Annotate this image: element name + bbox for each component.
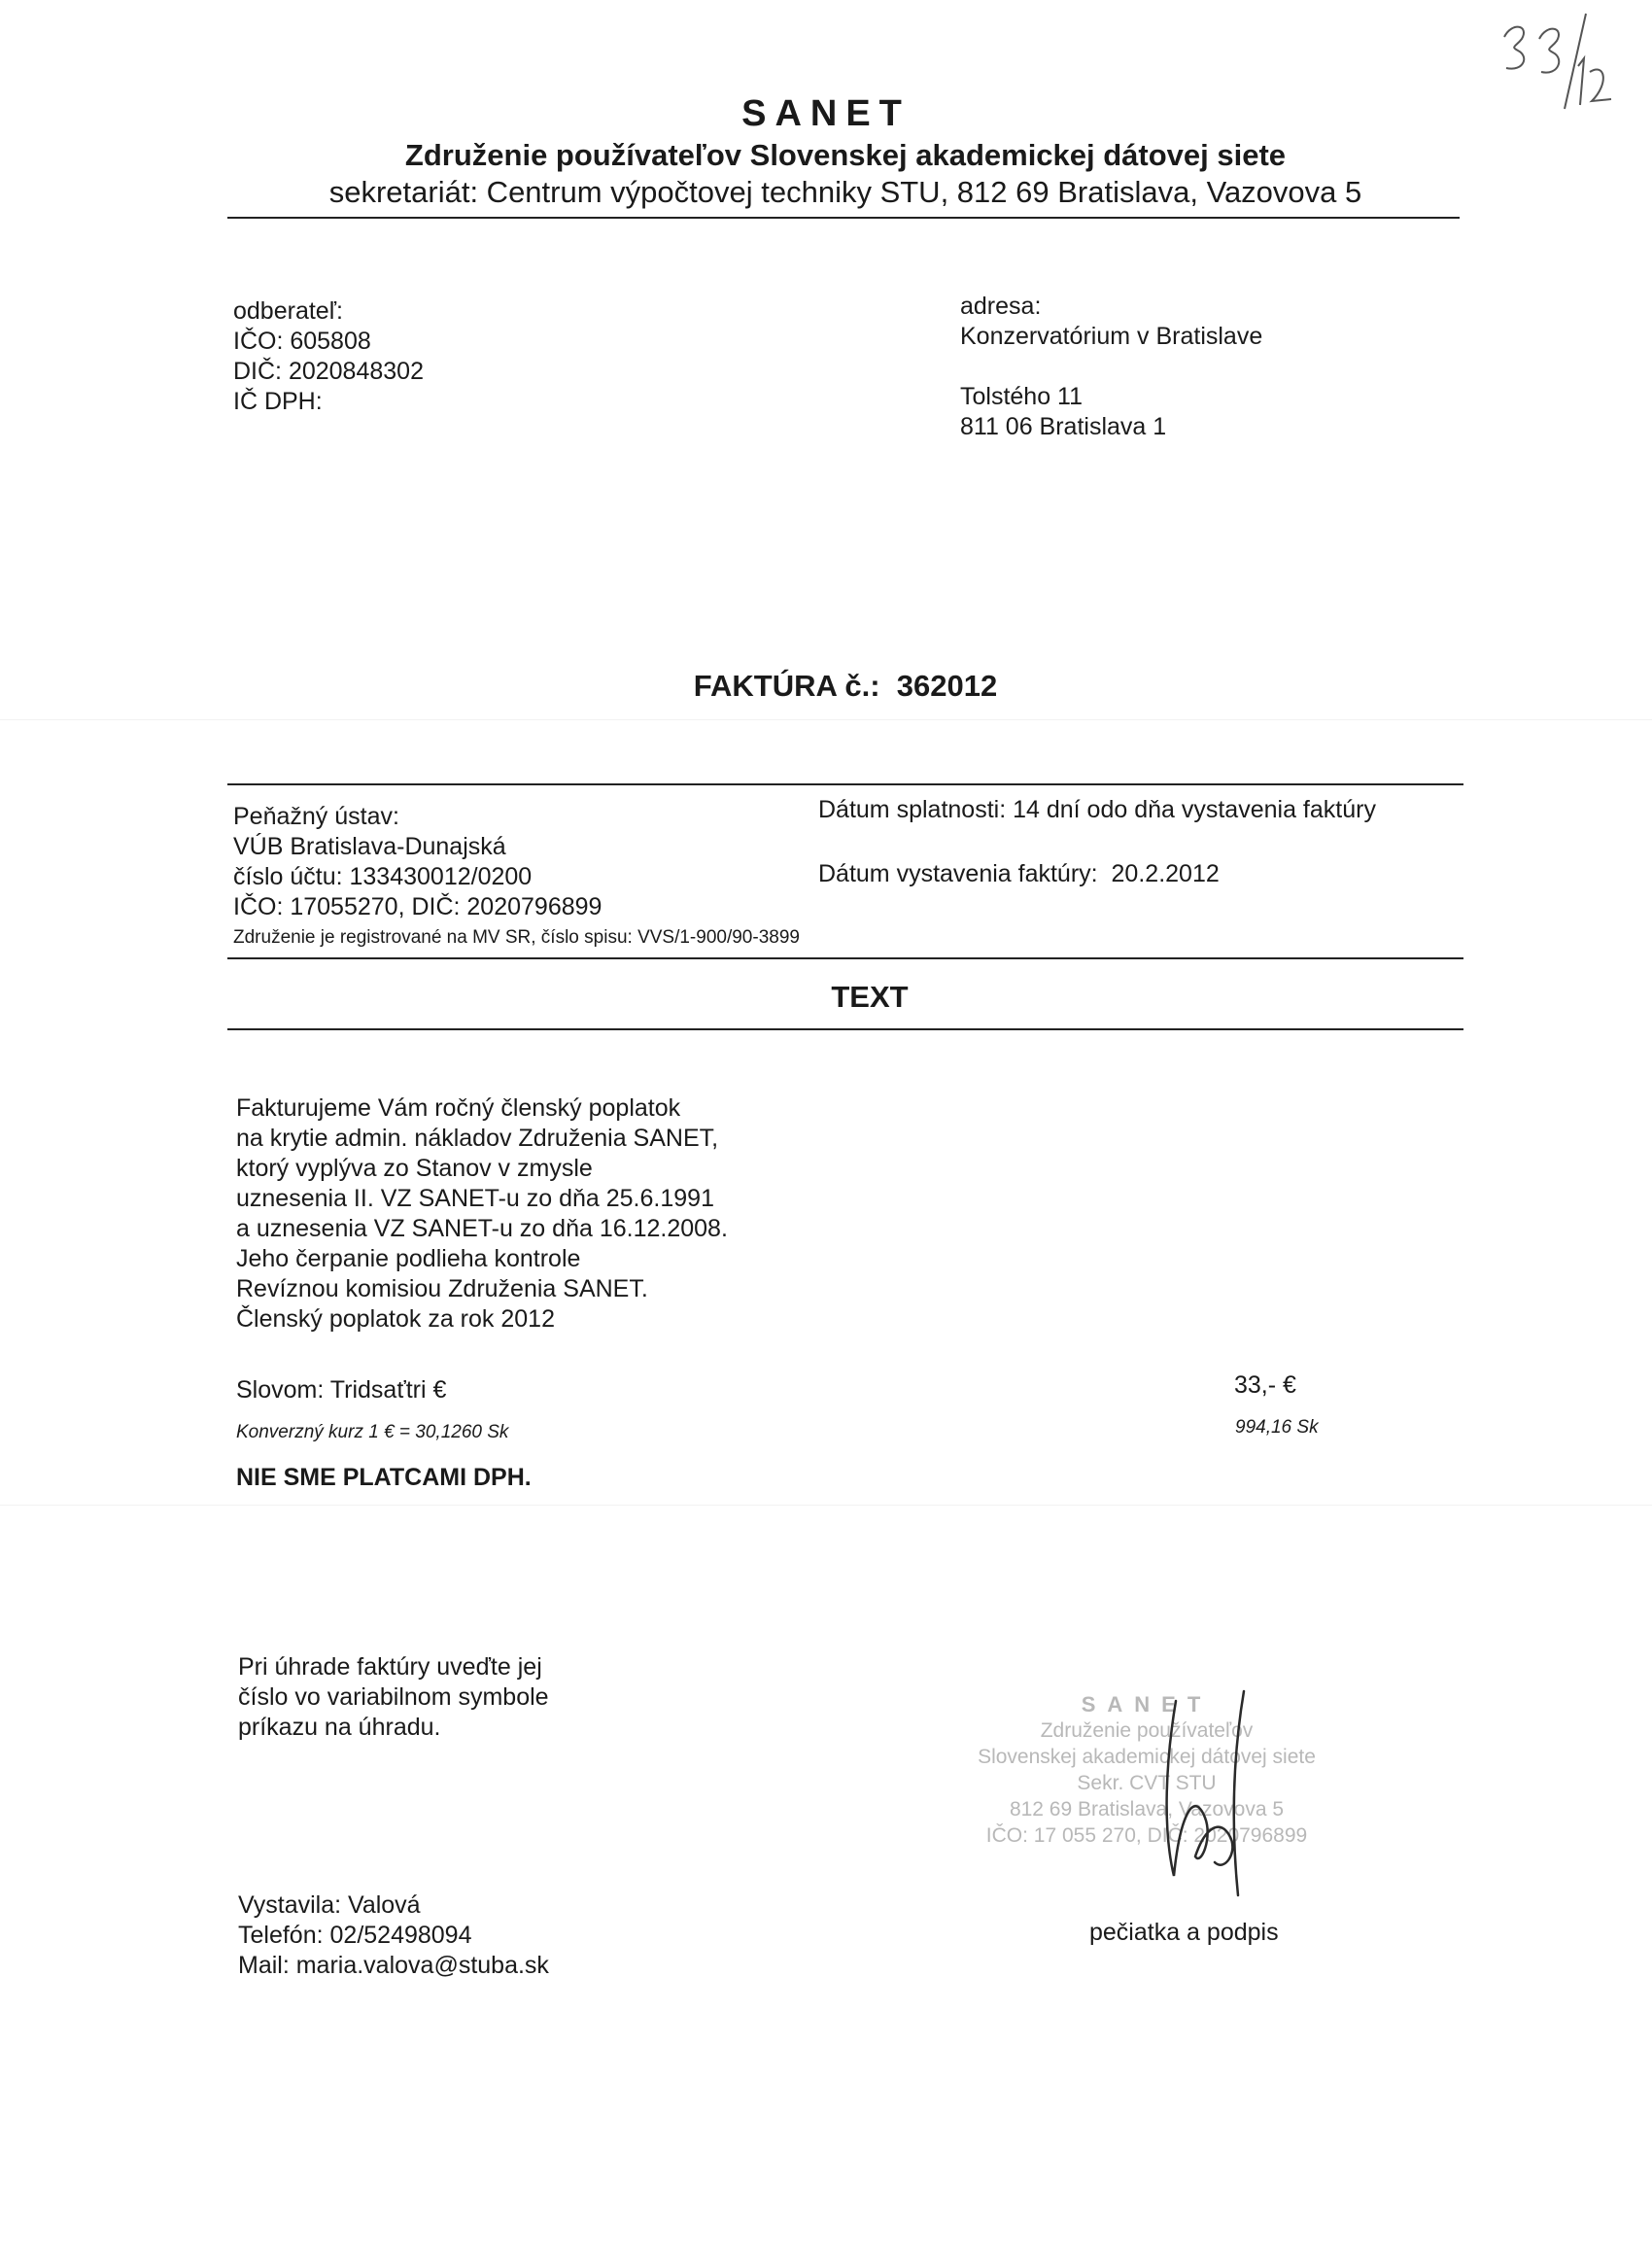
org-title: SANET: [741, 93, 911, 134]
payment-note-line: príkazu na úhradu.: [238, 1714, 441, 1741]
scan-fold-line: [0, 719, 1652, 720]
customer-ic-dph: IČ DPH:: [233, 388, 323, 415]
bank-top-rule: [227, 783, 1463, 785]
stamp-line: IČO: 17 055 270, DIČ: 2020796899: [985, 1824, 1308, 1847]
text-heading: TEXT: [831, 980, 909, 1014]
text-top-rule: [227, 957, 1463, 959]
bank-label: Peňažný ústav:: [233, 803, 399, 830]
address-street: Tolstého 11: [960, 383, 1084, 410]
description-line: uznesenia II. VZ SANET-u zo dňa 25.6.1991: [236, 1185, 714, 1212]
vat-note: NIE SME PLATCAMI DPH.: [236, 1464, 532, 1491]
description-line: na krytie admin. nákladov Združenia SANET,: [236, 1125, 719, 1152]
description-line: a uznesenia VZ SANET-u zo dňa 16.12.2008.: [236, 1215, 728, 1242]
issuer-name: Vystavila: Valová: [238, 1891, 421, 1919]
customer-dic: DIČ: 2020848302: [233, 358, 424, 385]
scan-fold-line: [0, 1505, 1652, 1506]
address-name: Konzervatórium v Bratislave: [960, 323, 1263, 350]
stamp-brand: SANET: [1081, 1692, 1213, 1717]
issue-date-label: Dátum vystavenia faktúry:: [818, 860, 1098, 887]
amount-value: 33,- €: [1234, 1371, 1296, 1399]
issue-date: [818, 859, 1220, 889]
bank-block: [233, 802, 800, 953]
customer-label: odberateľ:: [233, 297, 343, 325]
payment-note-line: Pri úhrade faktúry uveďte jej: [238, 1653, 542, 1681]
signature-label: pečiatka a podpis: [1089, 1919, 1279, 1946]
description-line: Fakturujeme Vám ročný členský poplatok: [236, 1094, 681, 1122]
stamp-line: Slovenskej akademickej dátovej siete: [978, 1746, 1316, 1768]
description-line: Jeho čerpanie podlieha kontrole: [236, 1245, 581, 1272]
bank-registration: Združenie je registrované na MV SR, číslo spisu: VVS/1-900/90-3899: [233, 927, 800, 948]
amount-words: Slovom: Tridsaťtri €: [236, 1376, 447, 1404]
org-secretariat: sekretariát: Centrum výpočtovej techniky STU, 812 69 Bratislava, Vazovova 5: [328, 175, 1362, 209]
amount-value-sk: 994,16 Sk: [1235, 1417, 1319, 1438]
customer-ico: IČO: 605808: [233, 328, 371, 355]
payment-note: [238, 1652, 549, 1743]
text-bottom-rule: [227, 1028, 1463, 1030]
org-subtitle: Združenie používateľov Slovenskej akademickej dátovej siete: [404, 138, 1287, 172]
stamp-line: Sekr. CVT STU: [1077, 1772, 1217, 1794]
stamp-line: Združenie používateľov: [1040, 1719, 1254, 1742]
description-line: Členský poplatok za rok 2012: [236, 1305, 555, 1333]
conversion-rate: Konverzný kurz 1 € = 30,1260 Sk: [236, 1422, 509, 1442]
issuer-phone: Telefón: 02/52498094: [238, 1922, 472, 1949]
issuer-block: [238, 1890, 549, 1981]
bank-name: VÚB Bratislava-Dunajská: [233, 833, 506, 860]
description-line: Revíznou komisiou Združenia SANET.: [236, 1275, 648, 1302]
header-rule: [227, 217, 1460, 219]
description-line: ktorý vyplýva zo Stanov v zmysle: [236, 1155, 593, 1182]
signature-icon: [1137, 1672, 1283, 1905]
bank-ids: IČO: 17055270, DIČ: 2020796899: [233, 893, 602, 920]
customer-block: [233, 296, 424, 417]
payment-note-line: číslo vo variabilnom symbole: [238, 1683, 549, 1711]
invoice-label: FAKTÚRA č.:: [693, 669, 880, 703]
stamp-line: 812 69 Bratislava, Vazovova 5: [1009, 1798, 1285, 1821]
issuer-mail: Mail: maria.valova@stuba.sk: [238, 1952, 549, 1979]
description-block: [236, 1093, 728, 1335]
bank-account: číslo účtu: 133430012/0200: [233, 863, 533, 890]
address-label: adresa:: [960, 293, 1042, 320]
invoice-heading: [0, 669, 1652, 704]
address-block: [960, 292, 1262, 442]
due-date: Dátum splatnosti: 14 dní odo dňa vystavenia faktúry: [818, 796, 1376, 823]
invoice-number: 362012: [896, 669, 998, 703]
issue-date-value: 20.2.2012: [1111, 860, 1220, 887]
address-city: 811 06 Bratislava 1: [960, 413, 1167, 440]
